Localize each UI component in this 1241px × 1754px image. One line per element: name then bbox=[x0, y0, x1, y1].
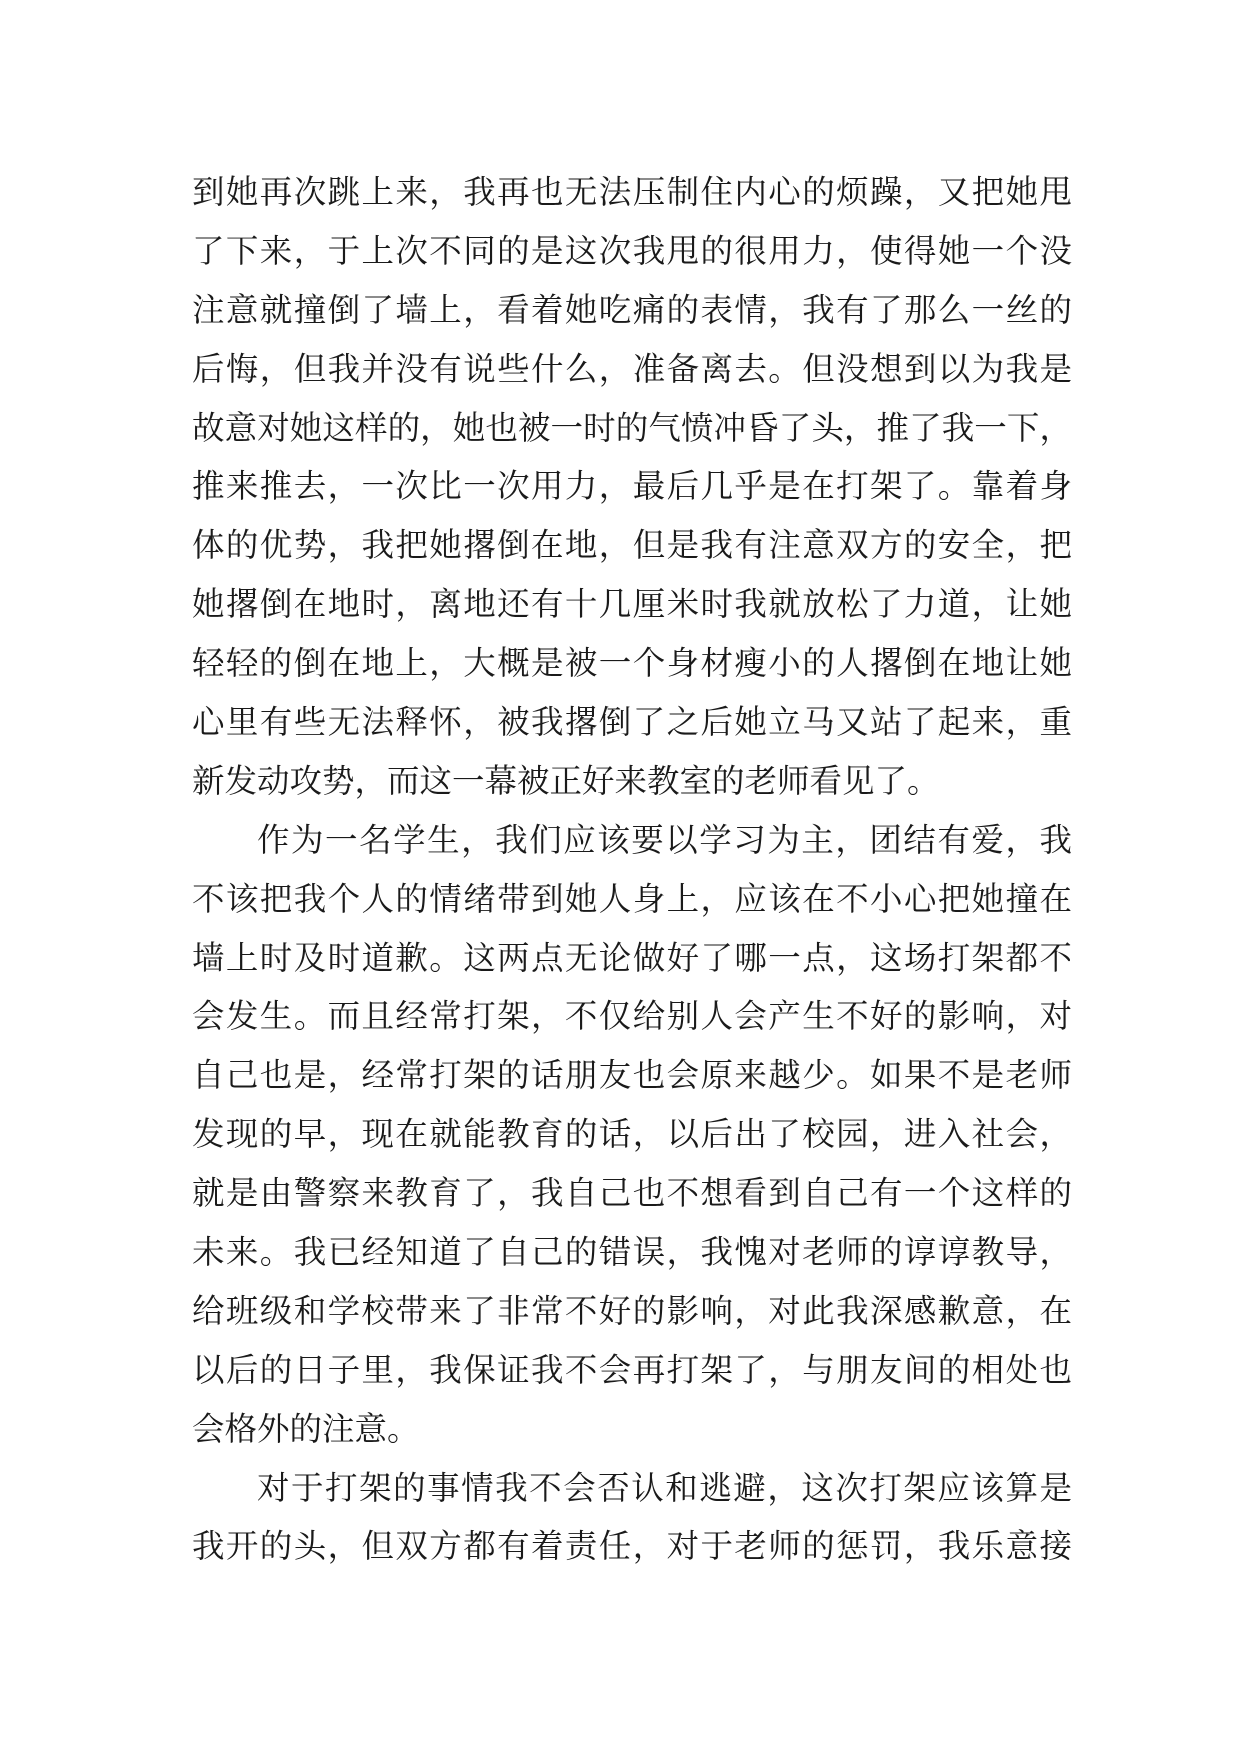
text-line: 了下来，于上次不同的是这次我甩的很用力，使得她一个没 bbox=[192, 231, 1072, 270]
text-line: 我开的头，但双方都有着责任，对于老师的惩罚，我乐意接 bbox=[192, 1527, 1072, 1566]
text-line: 后悔，但我并没有说些什么，准备离去。但没想到以为我是 bbox=[192, 349, 1072, 388]
text-line: 到她再次跳上来，我再也无法压制住内心的烦躁，又把她甩 bbox=[192, 173, 1072, 211]
text-line: 体的优势，我把她撂倒在地，但是我有注意双方的安全，把 bbox=[192, 526, 1072, 565]
text-line: 未来。我已经知道了自己的错误，我愧对老师的谆谆教导， bbox=[192, 1233, 1072, 1272]
text-line: 以后的日子里，我保证我不会再打架了，与朋友间的相处也 bbox=[192, 1350, 1072, 1389]
text-line: 注意就撞倒了墙上，看着她吃痛的表情，我有了那么一丝的 bbox=[192, 290, 1072, 329]
text-line: 发现的早，现在就能教育的话，以后出了校园，进入社会， bbox=[192, 1115, 1072, 1154]
text-line: 墙上时及时道歉。这两点无论做好了哪一点，这场打架都不 bbox=[192, 938, 1072, 977]
paragraph-first-line: 对于打架的事情我不会否认和逃避，这次打架应该算是 bbox=[257, 1468, 1072, 1507]
text-line: 轻轻的倒在地上，大概是被一个身材瘦小的人撂倒在地让她 bbox=[192, 644, 1072, 683]
text-line: 故意对她这样的，她也被一时的气愤冲昏了头，推了我一下， bbox=[192, 408, 1072, 447]
text-line: 给班级和学校带来了非常不好的影响，对此我深感歉意，在 bbox=[192, 1291, 1072, 1330]
text-line: 新发动攻势，而这一幕被正好来教室的老师看见了。 bbox=[192, 761, 940, 800]
text-line: 会格外的注意。 bbox=[192, 1409, 420, 1448]
text-line: 推来推去，一次比一次用力，最后几乎是在打架了。靠着身 bbox=[192, 467, 1072, 506]
text-line: 她撂倒在地时，离地还有十几厘米时我就放松了力道，让她 bbox=[192, 585, 1072, 624]
text-line: 会发生。而且经常打架，不仅给别人会产生不好的影响，对 bbox=[192, 997, 1072, 1036]
body-text bbox=[192, 163, 1072, 1576]
text-line: 就是由警察来教育了，我自己也不想看到自己有一个这样的 bbox=[192, 1174, 1072, 1213]
paragraph-first-line: 作为一名学生，我们应该要以学习为主，团结有爱，我 bbox=[257, 820, 1072, 859]
text-line: 心里有些无法释怀，被我撂倒了之后她立马又站了起来，重 bbox=[192, 703, 1072, 742]
text-line: 不该把我个人的情绪带到她人身上，应该在不小心把她撞在 bbox=[192, 879, 1072, 918]
text-line: 自己也是，经常打架的话朋友也会原来越少。如果不是老师 bbox=[192, 1056, 1072, 1095]
